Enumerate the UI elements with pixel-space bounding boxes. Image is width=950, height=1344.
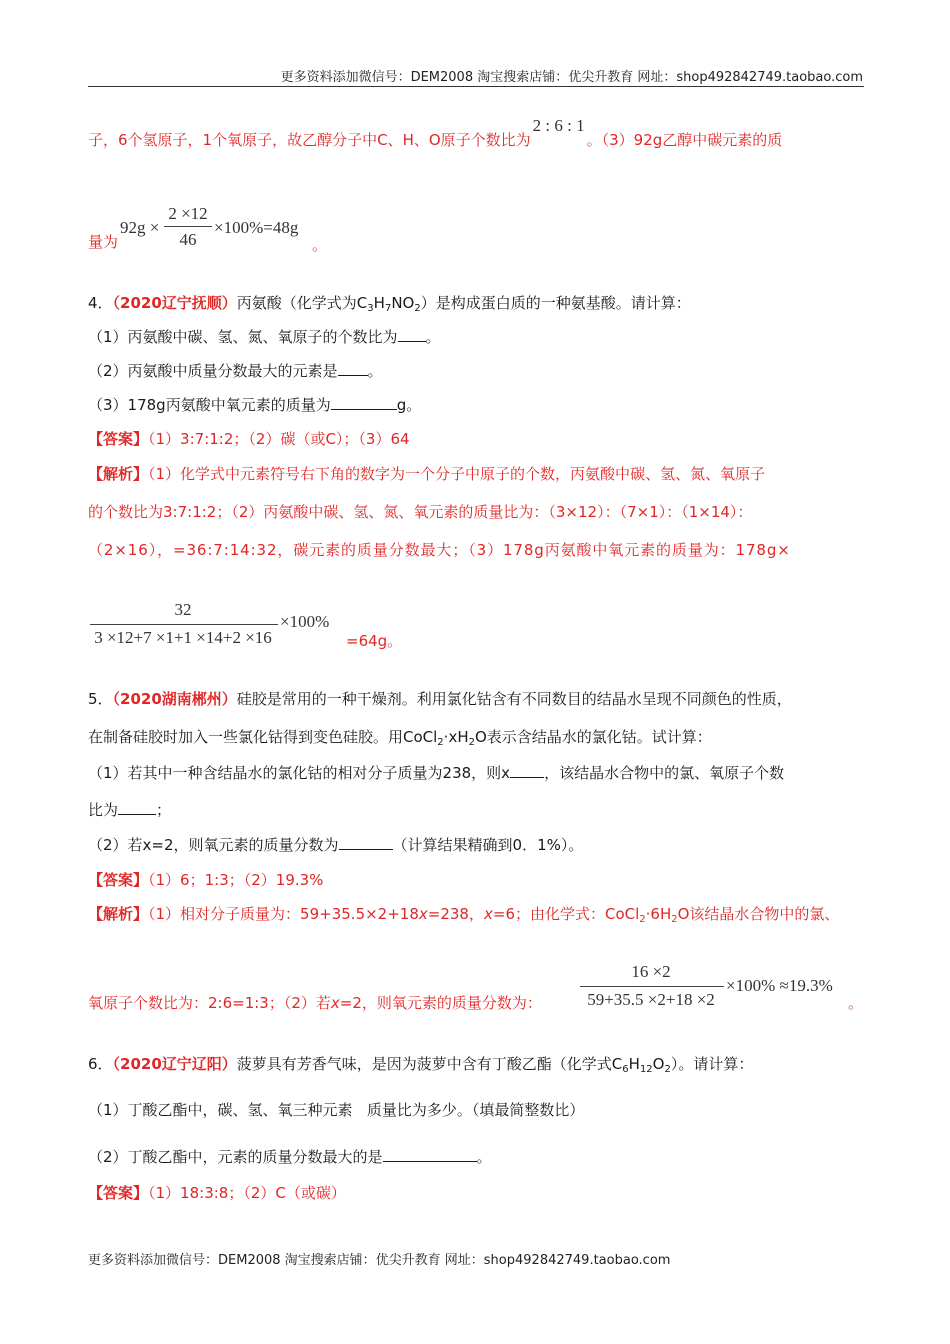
q4-analysis-line3: （2×16），=36:7:14:32，碳元素的质量分数最大；（3）178g丙氨酸中氧元素的质量为：178g× bbox=[88, 541, 791, 559]
q3-ratio: 2 : 6 : 1 bbox=[532, 116, 585, 135]
q5-analysis-line2: 氧原子个数比为：2:6=1:3；（2）若x=2，则氧元素的质量分数为： bbox=[88, 994, 542, 1012]
q5-formula: 16 ×2 59+35.5 ×2+18 ×2 ×100% ≈19.3% bbox=[578, 962, 868, 1022]
q3-end: 。 bbox=[312, 236, 328, 254]
q4-part2: （2）丙氨酸中质量分数最大的元素是 。 bbox=[88, 362, 383, 380]
q6-source: （2020辽宁辽阳） bbox=[112, 1055, 237, 1073]
answer-blank[interactable] bbox=[118, 800, 156, 815]
q5-part1: （1）若其中一种含结晶水的氯化钴的相对分子质量为238，则x ，该结晶水合物中的氯、氧原子个数 bbox=[88, 764, 785, 782]
q4-analysis-line2: 的个数比为3:7:1:2；（2）丙氨酸中碳、氢、氮、氧元素的质量比为：（3×12）：（7×1）：（1×14）： bbox=[88, 503, 753, 521]
q4-part3: （3）178g丙氨酸中氧元素的质量为 g。 bbox=[88, 396, 422, 414]
q4-answer: 【答案】（1）3:7:1:2；（2）碳（或C）；（3）64 bbox=[88, 430, 410, 448]
q3-line1: 子，6个氢原子，1个氧原子，故乙醇分子中C、H、O原子个数比为2 : 6 : 1。（3）92g乙醇中碳元素的质 bbox=[88, 116, 783, 149]
page-footer: 更多资料添加微信号：DEM2008 淘宝搜索店铺：优尖升教育 网址：shop492842749.taobao.com bbox=[88, 1253, 671, 1268]
answer-blank[interactable] bbox=[331, 395, 397, 410]
answer-blank[interactable] bbox=[383, 1147, 477, 1162]
q5-formula-end: 。 bbox=[848, 994, 864, 1012]
q5-part2: （2）若x=2，则氧元素的质量分数为 （计算结果精确到0．1%）。 bbox=[88, 836, 584, 854]
q5-analysis-line1: 【解析】（1）相对分子质量为：59+35.5×2+18x=238，x=6；由化学式：$CoCl_2\cdot 6H_2O$该结晶水合物中的氯、 bbox=[88, 905, 840, 925]
q3-line2-label: 量为 bbox=[88, 233, 119, 251]
q3-formula: 92g × 2 ×12 46 ×100%=48g bbox=[120, 204, 299, 249]
header-divider bbox=[88, 86, 864, 87]
q5-stem-line1: 5．（2020湖南郴州）硅胶是常用的一种干燥剂。利用氯化钴含有不同数目的结晶水呈现不同颜色的性质， bbox=[88, 690, 792, 708]
q6-part1: （1）丁酸乙酯中，碳、氢、氧三种元素 质量比为多少。（填最简整数比） bbox=[88, 1101, 585, 1119]
q6-stem: 6．（2020辽宁辽阳）菠萝具有芳香气味，是因为菠萝中含有丁酸乙酯（化学式$C_6H_{12}O_2$）。请计算： bbox=[88, 1055, 754, 1075]
q4-source: （2020辽宁抚顺） bbox=[112, 294, 237, 312]
q5-source: （2020湖南郴州） bbox=[112, 690, 237, 708]
q6-answer: 【答案】（1）18:3:8；（2）C（或碳） bbox=[88, 1184, 346, 1202]
q4-analysis-line1: 【解析】（1）化学式中元素符号右下角的数字为一个分子中原子的个数，丙氨酸中碳、氢、氮、氧原子 bbox=[88, 465, 766, 483]
answer-blank[interactable] bbox=[510, 763, 544, 778]
answer-blank[interactable] bbox=[398, 327, 426, 342]
q4-formula: 32 3 ×12+7 ×1+1 ×14+2 ×16 ×100% bbox=[88, 600, 388, 660]
q4-stem: 4．（2020辽宁抚顺）丙氨酸（化学式为$C_3H_7NO_2$）是构成蛋白质的一种氨基酸。请计算： bbox=[88, 294, 691, 314]
q6-part2: （2）丁酸乙酯中，元素的质量分数最大的是 。 bbox=[88, 1148, 492, 1166]
q5-answer: 【答案】（1）6；1:3；（2）19.3% bbox=[88, 871, 324, 889]
q4-formula-end: =64g。 bbox=[346, 632, 403, 650]
answer-blank[interactable] bbox=[339, 835, 393, 850]
q5-stem-line2: 在制备硅胶时加入一些氯化钴得到变色硅胶。用$CoCl_2\cdot xH_2O$表示含结晶水的氯化钴。试计算： bbox=[88, 728, 712, 748]
q5-part1-cont: 比为 ； bbox=[88, 801, 172, 819]
page-header: 更多资料添加微信号：DEM2008 淘宝搜索店铺：优尖升教育 网址：shop492842749.taobao.com bbox=[280, 70, 863, 85]
q4-part1: （1）丙氨酸中碳、氢、氮、氧原子的个数比为 。 bbox=[88, 328, 441, 346]
answer-blank[interactable] bbox=[338, 361, 368, 376]
